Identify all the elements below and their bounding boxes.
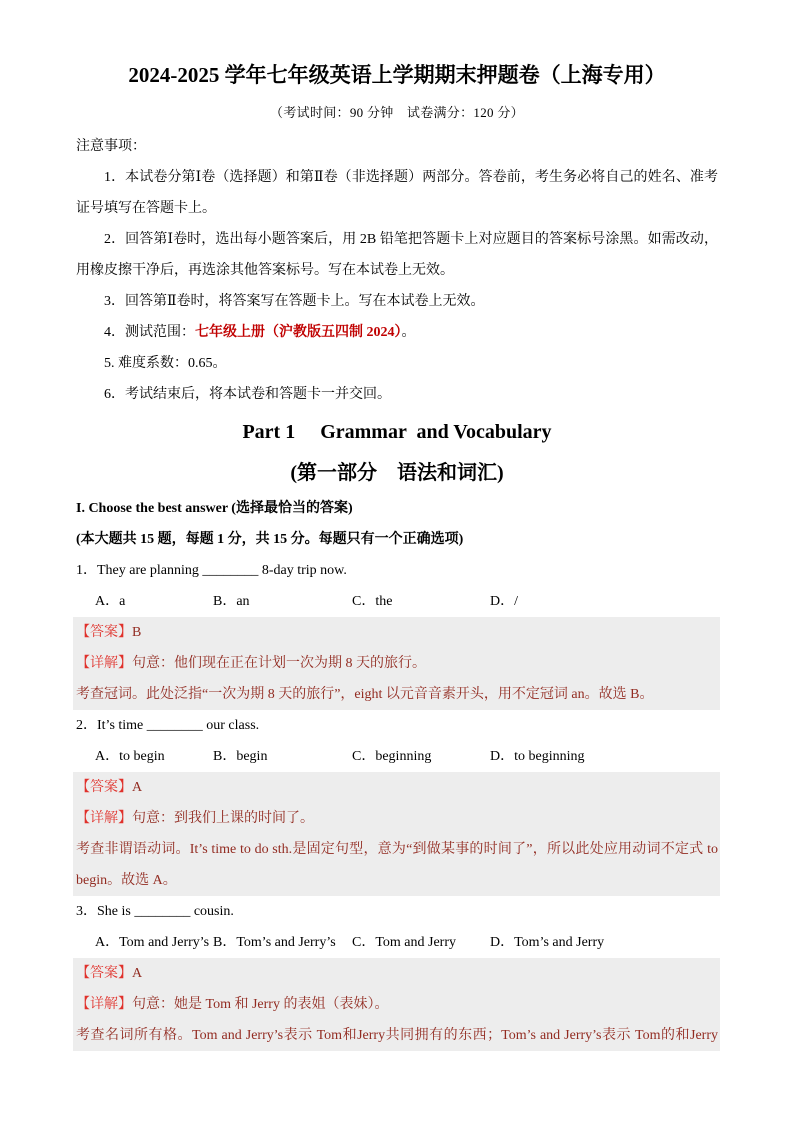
question-options <box>76 927 718 958</box>
part-title: Part 1 Grammar and Vocabulary <box>242 421 552 443</box>
answer-label: 【答案】 <box>76 625 132 640</box>
option-b: B．an <box>213 594 250 609</box>
test-scope-value: 七年级上册（沪教版五四制 2024） <box>195 325 402 340</box>
answer-line <box>76 617 718 648</box>
option-d: D．Tom’s and Jerry <box>490 935 605 950</box>
note-item-part-one-answers: 2．回答第Ⅰ卷时，选出每小题答案后，用 2B 铅笔把答题卡上对应题目的答案标号涂黑。如需改动，用橡皮擦干净后，再选涂其他答案标号。写在本试卷上无效。 <box>76 232 718 278</box>
detail-text: 句意：她是 Tom 和 Jerry 的表姐（表妹）。 <box>132 997 389 1012</box>
page-content <box>76 60 718 1051</box>
answer-explanation-box <box>73 772 720 896</box>
note-item-difficulty: 5. 难度系数：0.65。 <box>104 356 227 371</box>
detail-line <box>76 989 718 1020</box>
answer-label: 【答案】 <box>76 966 132 981</box>
answer-explanation-box <box>73 958 720 1051</box>
question-stem: 3．She is ________ cousin. <box>76 904 234 919</box>
option-d: D．/ <box>490 594 518 609</box>
detail-label: 【详解】 <box>76 656 132 671</box>
detail-text: 句意：他们现在正在计划一次为期 8 天的旅行。 <box>132 656 426 671</box>
option-d: D．to beginning <box>490 749 585 764</box>
analysis-text: 考查名词所有格。Tom and Jerry’s表示 Tom和Jerry共同拥有的东西；Tom’s and Jerry’s表示 Tom的和Jerry <box>76 1028 718 1043</box>
answer-label: 【答案】 <box>76 780 132 795</box>
option-b: B．begin <box>213 749 268 764</box>
option-a: A．a <box>95 594 126 609</box>
analysis-text: 考查非谓语动词。It’s time to do sth.是固定句型，意为“到做某事的时间了”，所以此处应用动词不定式 to begin。故选 A。 <box>76 842 718 888</box>
answer-value: A <box>132 966 143 981</box>
analysis-text: 考查冠词。此处泛指“一次为期 8 天的旅行”，eight 以元音音素开头，用不定冠词 an。故选 B。 <box>76 687 654 702</box>
test-scope-label: 4．测试范围： <box>104 325 195 340</box>
exam-notes <box>76 131 718 410</box>
option-b: B．Tom’s and Jerry’s <box>213 935 336 950</box>
question-stem: 2．It’s time ________ our class. <box>76 718 260 733</box>
detail-text: 句意：到我们上课的时间了。 <box>132 811 314 826</box>
note-item-submission: 6．考试结束后，将本试卷和答题卡一并交回。 <box>104 387 391 402</box>
question-options <box>76 741 718 772</box>
notes-heading: 注意事项： <box>76 139 146 154</box>
answer-line <box>76 958 718 989</box>
answer-value: A <box>132 780 143 795</box>
section-title: I. Choose the best answer (选择最恰当的答案) <box>76 501 353 516</box>
option-a: A．Tom and Jerry’s <box>95 935 210 950</box>
option-c: C．the <box>352 594 393 609</box>
option-c: C．Tom and Jerry <box>352 935 457 950</box>
test-scope-end: 。 <box>401 325 416 340</box>
detail-line <box>76 803 718 834</box>
question-1 <box>76 555 718 710</box>
answer-explanation-box <box>73 617 720 710</box>
note-item-paper-structure: 1．本试卷分第Ⅰ卷（选择题）和第Ⅱ卷（非选择题）两部分。答卷前，考生务必将自己的姓名、准考证号填写在答题卡上。 <box>76 170 718 216</box>
exam-title: 2024-2025 学年七年级英语上学期期末押题卷（上海专用） <box>128 63 666 87</box>
exam-time-and-score: （考试时间：90 分钟 试卷满分：120 分） <box>270 105 524 120</box>
answer-line <box>76 772 718 803</box>
question-stem: 1．They are planning ________ 8-day trip now. <box>76 563 347 578</box>
question-options <box>76 586 718 617</box>
answer-value: B <box>132 625 142 640</box>
question-3 <box>76 896 718 1051</box>
option-a: A．to begin <box>95 749 165 764</box>
question-2 <box>76 710 718 896</box>
detail-line <box>76 648 718 679</box>
detail-label: 【详解】 <box>76 811 132 826</box>
option-c: C．beginning <box>352 749 432 764</box>
note-item-test-scope <box>76 317 718 348</box>
note-item-part-two-answers: 3．回答第Ⅱ卷时，将答案写在答题卡上。写在本试卷上无效。 <box>104 294 485 309</box>
section-instructions: (本大题共 15 题，每题 1 分，共 15 分。每题只有一个正确选项) <box>76 532 464 547</box>
part-subtitle: (第一部分 语法和词汇) <box>290 462 504 484</box>
detail-label: 【详解】 <box>76 997 132 1012</box>
